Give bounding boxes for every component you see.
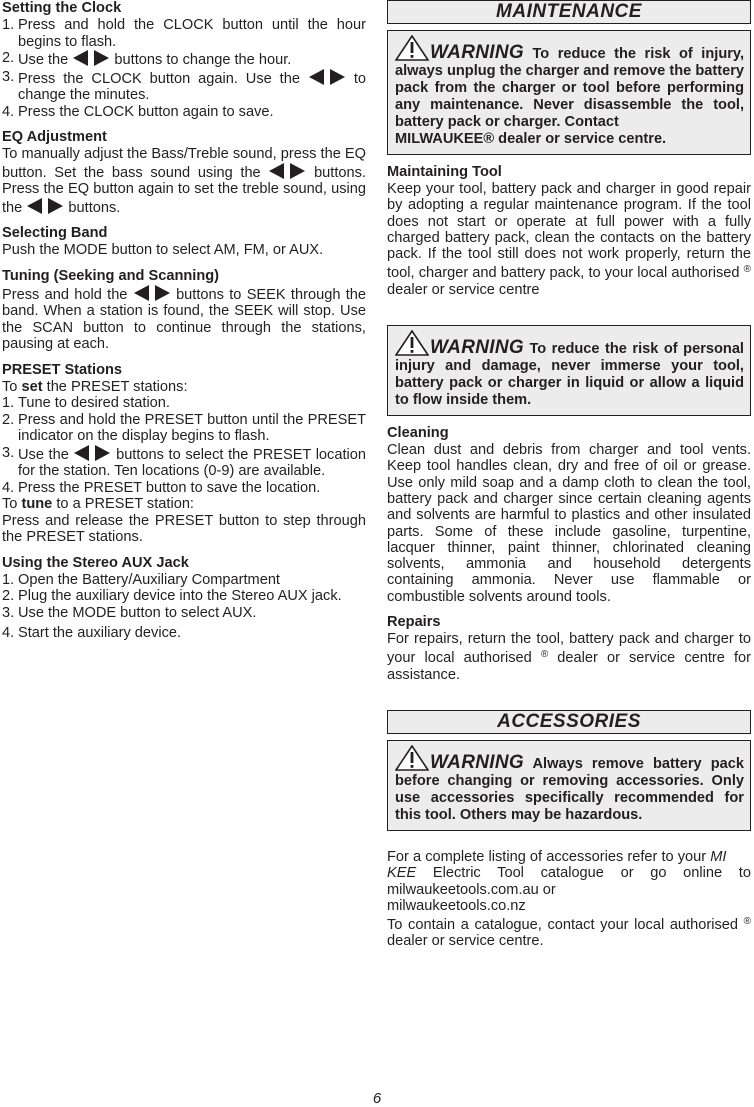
- maintaining-section: [387, 164, 751, 298]
- preset-step-4: 4. Press the PRESET button to save the location.: [2, 479, 321, 496]
- warning-triangle-icon: [395, 745, 429, 771]
- tuning-text: Press and hold the buttons to SEEK through the band. When a station is found, the SEEK will stop. Use the SCAN button to continue through the stations, pausing at each.: [2, 286, 367, 352]
- page-number: 6: [372, 1090, 382, 1107]
- warning-triangle-icon: [395, 330, 429, 356]
- band-text: Push the MODE button to select AM, FM, or AUX.: [2, 242, 324, 258]
- repairs-text: For repairs, return the tool, battery pack and charger to your local authorised ® dealer or service centre for assistance.: [387, 631, 751, 683]
- warning-box-immerse: WARNING To reduce the risk of personal injury and damage, never immerse your tool, battery pack or charger in liquid or allow a liquid to flow inside them.: [387, 325, 751, 416]
- maintaining-heading: Maintaining Tool: [387, 164, 502, 180]
- left-right-arrows-icon: [74, 445, 110, 461]
- preset-tune-intro: To tune to a PRESET station:: [2, 496, 194, 512]
- left-right-arrows-icon: [27, 198, 63, 214]
- warning-box-accessories: WARNING Always remove battery pack before changing or removing accessories. Only use accessories specifically recommended for this tool. Others may be hazardous.: [387, 740, 751, 831]
- aux-step-3: 3. Use the MODE button to select AUX.: [2, 604, 257, 621]
- clock-step-1: 1. Press and hold the CLOCK button until the hour begins to flash.: [2, 17, 366, 50]
- eq-text: To manually adjust the Bass/Treble sound, press the EQ button. Set the bass sound using the buttons. Press the EQ button again to set the treble sound, using the buttons.: [2, 146, 366, 216]
- repairs-heading: Repairs: [387, 614, 441, 631]
- eq-section: [2, 129, 366, 216]
- eq-heading: EQ Adjustment: [2, 129, 107, 145]
- preset-tune-text: Press and release the PRESET button to step through the PRESET stations.: [2, 512, 366, 545]
- clock-step-4: 4. Press the CLOCK button again to save.: [2, 103, 274, 120]
- preset-set-intro: To set the PRESET stations:: [2, 378, 188, 395]
- warning-label: WARNING: [430, 751, 524, 773]
- tuning-heading: Tuning (Seeking and Scanning): [2, 267, 220, 284]
- accessories-catalogue-text: For a complete listing of accessories refer to your MI KEE Electric Tool catalogue or go online to milwaukeetools.com.au or milwaukeetools.co.nz: [387, 848, 751, 914]
- tuning-section: [2, 268, 366, 353]
- aux-heading: Using the Stereo AUX Jack: [2, 554, 189, 571]
- preset-section: [2, 362, 366, 546]
- aux-step-4: 4. Start the auxiliary device.: [2, 625, 182, 641]
- aux-section: [2, 555, 366, 642]
- clock-section: [2, 0, 366, 120]
- clock-heading: Setting the Clock: [2, 0, 122, 16]
- warning-label: WARNING: [430, 42, 524, 63]
- preset-heading: PRESET Stations: [2, 361, 123, 378]
- cleaning-text: Clean dust and debris from charger and tool vents. Keep tool handles clean, dry and free of oil or grease. Use only mild soap and a damp cloth to clean the tool, battery pack and charger since certain cleaning agents and solvents are harmful to plastics and other insulated parts. Some of these include gasoline, turpentine, lacquer thinner, paint thinner, chlorinated cleaning solvents, ammonia and household detergents containing ammonia. Never use flammable or combustible solvents around tools.: [387, 442, 751, 605]
- cleaning-section: [387, 425, 751, 605]
- warning-triangle-icon: [395, 35, 429, 61]
- preset-step-2: 2. Press and hold the PRESET button until the PRESET indicator on the display begins to flash.: [2, 411, 366, 444]
- aux-step-1: 1. Open the Battery/Auxiliary Compartment: [2, 571, 280, 588]
- aux-step-2: 2. Plug the auxiliary device into the Stereo AUX jack.: [2, 588, 342, 604]
- band-heading: Selecting Band: [2, 225, 108, 241]
- preset-step-3: 3. Use the buttons to select the PRESET location for the station. Ten locations (0-9) are available.: [2, 444, 366, 479]
- accessories-contact-text: To contain a catalogue, contact your local authorised ® dealer or service centre.: [387, 916, 751, 950]
- maintenance-title: MAINTENANCE: [387, 0, 751, 24]
- clock-step-3: 3. Press the CLOCK button again. Use the to change the minutes.: [2, 68, 366, 103]
- band-section: [2, 225, 366, 259]
- accessories-title: ACCESSORIES: [387, 710, 751, 734]
- preset-step-1: 1. Tune to desired station.: [2, 395, 170, 411]
- left-right-arrows-icon: [73, 50, 109, 66]
- left-column: [2, 0, 366, 651]
- left-right-arrows-icon: [309, 69, 345, 85]
- maintaining-text: Keep your tool, battery pack and charger in good repair by adopting a regular maintenance program. If the tool does not start or operate at full power with a fully charged battery pack, clean the contacts on the battery pack. If the tool still does not work properly, return the tool, charger and battery pack, to your local authorised ® dealer or service centre: [387, 181, 751, 298]
- clock-step-2: 2. Use the buttons to change the hour.: [2, 50, 292, 68]
- right-column: [387, 0, 751, 959]
- cleaning-heading: Cleaning: [387, 425, 449, 442]
- warning-box-unplug: WARNING To reduce the risk of injury, always unplug the charger and remove the battery pack from the charger or tool before performing any maintenance. Never disassemble the tool, battery pack or charger. Contact MILWAUKEE® dealer or service centre.: [387, 30, 751, 155]
- left-right-arrows-icon: [134, 285, 170, 301]
- repairs-section: [387, 614, 751, 683]
- warning-label: WARNING: [430, 337, 524, 359]
- left-right-arrows-icon: [269, 163, 305, 179]
- accessories-section: [387, 849, 751, 950]
